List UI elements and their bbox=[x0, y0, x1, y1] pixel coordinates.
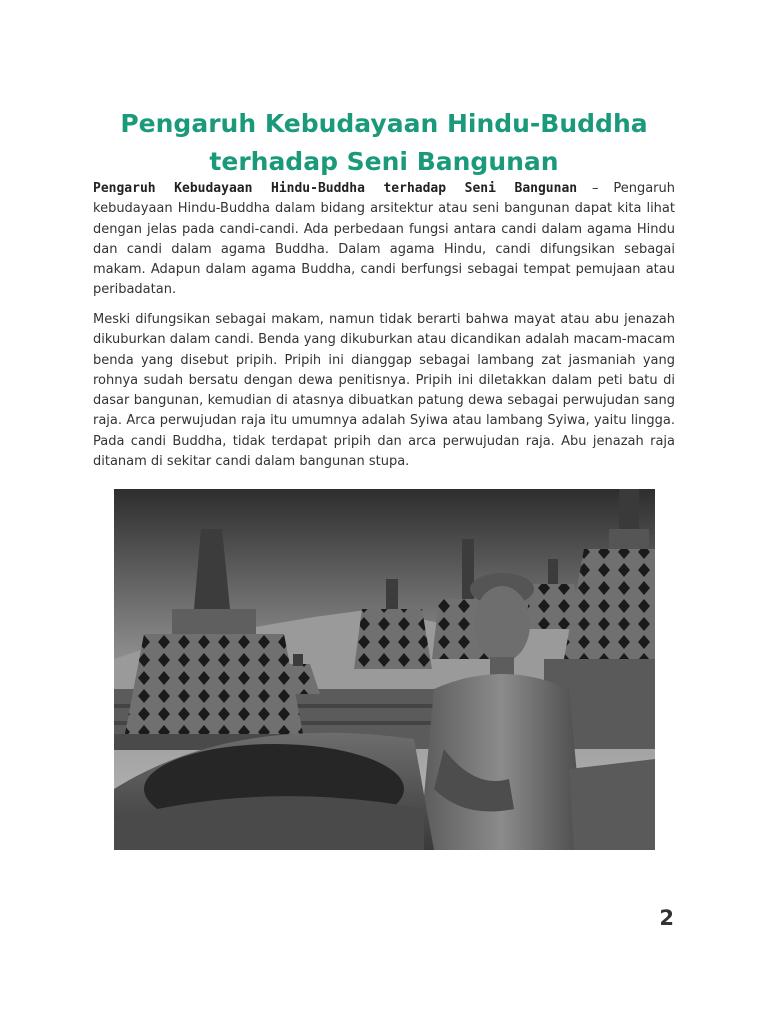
page-number: 2 bbox=[659, 906, 674, 930]
paragraph-1-lead: Pengaruh Kebudayaan Hindu-Buddha terhadap Seni Bangunan bbox=[93, 181, 578, 196]
paragraph-1-text: – Pengaruh kebudayaan Hindu-Buddha dalam bidang arsitektur atau seni bangunan dapat kita lihat dengan jelas pada candi-candi. Ada perbedaan fungsi antara candi dalam agama Hindu dan candi dalam agama Buddha. Dalam agama Hindu, candi difungsikan sebagai makam. Adapun dalam agama Buddha, candi berfungsi sebagai tempat pemujaan atau peribadatan. bbox=[93, 181, 676, 298]
page-title bbox=[60, 105, 708, 181]
page-title-line-2: terhadap Seni Bangunan bbox=[209, 146, 559, 176]
page-title-line-1: Pengaruh Kebudayaan Hindu-Buddha bbox=[120, 108, 648, 138]
paragraph-1 bbox=[93, 179, 675, 301]
paragraph-2: Meski difungsikan sebagai makam, namun tidak berarti bahwa mayat atau abu jenazah dikuburkan dalam candi. Benda yang dikuburkan atau dicandikan adalah macam-macam benda yang disebut pripih. Pripih ini dianggap sebagai lambang zat jasmaniah yang rohnya sudah bersatu dengan dewa penitisnya. Pripih ini diletakkan dalam peti batu di dasar bangunan, kemudian di atasnya dibuatkan patung dewa sebagai perwujudan sang raja. Arca perwujudan raja itu umumnya adalah Syiwa atau lambang Syiwa, yaitu lingga. Pada candi Buddha, tidak terdapat pripih dan arca perwujudan raja. Abu jenazah raja ditanam di sekitar candi dalam bangunan stupa. bbox=[93, 312, 675, 470]
borobudur-photo bbox=[114, 489, 655, 850]
